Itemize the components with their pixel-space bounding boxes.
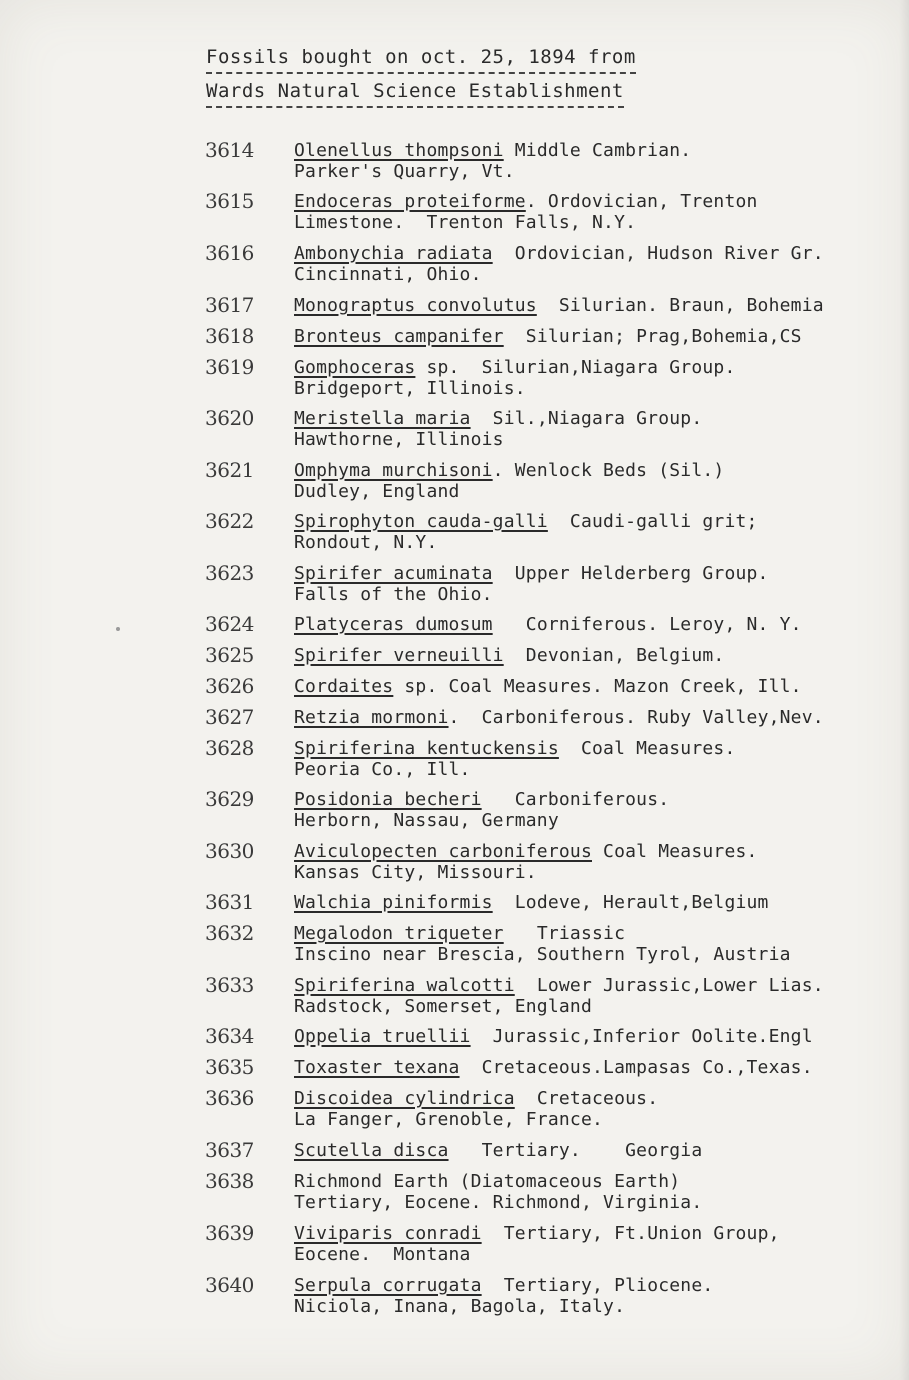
formation-locality: Coal Measures. (592, 841, 758, 862)
formation-locality: Tertiary, Ft.Union Group, (481, 1223, 780, 1244)
entry-line-2: Herborn, Nassau, Germany (294, 810, 559, 831)
entry-line-1 (294, 676, 802, 697)
species-name: Viviparis conradi (294, 1223, 482, 1244)
entry-line-1 (294, 1026, 813, 1047)
formation-locality: Upper Helderberg Group. (492, 563, 769, 584)
formation-locality: Silurian; Prag,Bohemia,CS (503, 326, 802, 347)
entry-line-1 (294, 243, 824, 264)
entry-text (294, 738, 735, 780)
species-name: Spirifer acuminata (294, 563, 493, 584)
species-name: Spirophyton cauda-galli (294, 511, 548, 532)
formation-locality: Silurian. Braun, Bohemia (536, 295, 824, 316)
species-name: Spirifer verneuilli (294, 645, 504, 666)
entry-line-1 (294, 707, 824, 728)
catalog-number: 3622 (205, 509, 254, 533)
page-edge-shadow (899, 0, 909, 1380)
catalog-number: 3620 (205, 406, 254, 430)
catalog-number: 3636 (205, 1086, 254, 1110)
entry-line-2: Tertiary, Eocene. Richmond, Virginia. (294, 1192, 703, 1213)
species-name: Serpula corrugata (294, 1275, 482, 1296)
entry-line-1 (294, 1057, 813, 1078)
entry-line-1 (294, 1223, 780, 1244)
catalog-number: 3638 (205, 1169, 254, 1193)
formation-locality: . Wenlock Beds (Sil.) (492, 460, 725, 481)
catalog-number: 3614 (205, 138, 254, 162)
entry-line-2: Peoria Co., Ill. (294, 759, 471, 780)
entry-text (294, 460, 724, 502)
entry-text (294, 243, 824, 285)
formation-locality: Carboniferous. (481, 789, 670, 810)
species-name: Walchia piniformis (294, 892, 493, 913)
entry-line-1 (294, 1088, 658, 1109)
species-name: Toxaster texana (294, 1057, 460, 1078)
entry-line-2: Bridgeport, Illinois. (294, 378, 526, 399)
catalog-number: 3624 (205, 612, 254, 636)
entry-line-1 (294, 1140, 702, 1161)
entry-line-1 (294, 511, 758, 532)
catalog-number: 3625 (205, 643, 254, 667)
entry-line-1 (294, 738, 735, 759)
entry-line-1 (294, 460, 724, 481)
formation-locality: Lower Jurassic,Lower Lias. (514, 975, 824, 996)
species-name: Posidonia becheri (294, 789, 482, 810)
species-name: Omphyma murchisoni (294, 460, 493, 481)
entry-text (294, 408, 702, 450)
species-name: Ambonychia radiata (294, 243, 493, 264)
catalog-number: 3627 (205, 705, 254, 729)
entry-text (294, 789, 669, 831)
entry-line-1 (294, 357, 735, 378)
formation-locality: Coal Measures. (558, 738, 736, 759)
species-name: Retzia mormoni (294, 707, 449, 728)
formation-locality: Devonian, Belgium. (503, 645, 725, 666)
formation-locality: Cretaceous.Lampasas Co.,Texas. (459, 1057, 813, 1078)
catalog-number: 3629 (205, 787, 254, 811)
entry-line-1 (294, 975, 824, 996)
entry-text (294, 563, 769, 605)
entry-text (294, 1171, 702, 1213)
species-name: Spiriferina walcotti (294, 975, 515, 996)
entry-line-1 (294, 614, 802, 635)
formation-locality: Sil.,Niagara Group. (470, 408, 703, 429)
species-name: Bronteus campanifer (294, 326, 504, 347)
entry-text (294, 1223, 780, 1265)
entry-line-1 (294, 295, 824, 316)
catalog-number: 3615 (205, 189, 254, 213)
entry-line-2: La Fanger, Grenoble, France. (294, 1109, 604, 1130)
formation-locality: Corniferous. Leroy, N. Y. (492, 614, 802, 635)
entry-line-1 (294, 1171, 702, 1192)
paper-speck (116, 627, 120, 631)
catalog-number: 3628 (205, 736, 254, 760)
entry-line-1 (294, 645, 724, 666)
catalog-number: 3617 (205, 293, 254, 317)
species-name: Oppelia truellii (294, 1026, 471, 1047)
formation-locality: Tertiary. Georgia (448, 1140, 703, 1161)
entry-line-2: Dudley, England (294, 481, 460, 502)
entry-text (294, 614, 802, 635)
entry-text (294, 191, 758, 233)
formation-locality: Ordovician, Hudson River Gr. (492, 243, 824, 264)
entry-line-2: Cincinnati, Ohio. (294, 264, 482, 285)
entry-line-2: Niciola, Inana, Bagola, Italy. (294, 1296, 626, 1317)
species-name: Olenellus thompsoni (294, 140, 504, 161)
species-name: Meristella maria (294, 408, 471, 429)
entry-line-1 (294, 191, 758, 212)
formation-locality: Middle Cambrian. (503, 140, 692, 161)
heading-line-2: Wards Natural Science Establishment (206, 76, 624, 108)
entry-text (294, 1275, 713, 1317)
entry-line-2: Limestone. Trenton Falls, N.Y. (294, 212, 637, 233)
catalog-number: 3631 (205, 890, 254, 914)
species-name: Cordaites (294, 676, 394, 697)
catalog-number: 3637 (205, 1138, 254, 1162)
entry-line-2: Radstock, Somerset, England (294, 996, 592, 1017)
species-name: Discoidea cylindrica (294, 1088, 515, 1109)
species-name: Endoceras proteiforme (294, 191, 526, 212)
formation-locality: Lodeve, Herault,Belgium (492, 892, 769, 913)
entry-line-1 (294, 563, 769, 584)
species-name: Spiriferina kentuckensis (294, 738, 559, 759)
entry-text (294, 707, 824, 728)
entry-text (294, 1026, 813, 1047)
catalog-number: 3621 (205, 458, 254, 482)
entry-line-1 (294, 326, 802, 347)
catalog-number: 3616 (205, 241, 254, 265)
entry-line-2: Hawthorne, Illinois (294, 429, 504, 450)
formation-locality: Caudi-galli grit; (547, 511, 758, 532)
entry-text (294, 326, 802, 347)
entry-line-2: Inscino near Brescia, Southern Tyrol, Austria (294, 944, 791, 965)
entry-text (294, 1057, 813, 1078)
catalog-number: 3630 (205, 839, 254, 863)
entry-line-2: Eocene. Montana (294, 1244, 471, 1265)
heading-line-1: Fossils bought on oct. 25, 1894 from (206, 42, 636, 74)
species-name: Aviculopecten carboniferous (294, 841, 592, 862)
species-name: Megalodon triqueter (294, 923, 504, 944)
entry-text (294, 295, 824, 316)
entry-line-1 (294, 408, 702, 429)
catalog-number: 3618 (205, 324, 254, 348)
document-heading (206, 42, 636, 110)
entry-text (294, 1088, 658, 1130)
formation-locality: sp. Silurian,Niagara Group. (415, 357, 736, 378)
catalog-number: 3639 (205, 1221, 254, 1245)
entry-line-2: Rondout, N.Y. (294, 532, 438, 553)
entry-text (294, 511, 758, 553)
entry-text (294, 975, 824, 1017)
catalog-number: 3623 (205, 561, 254, 585)
entry-line-1 (294, 892, 769, 913)
entry-text (294, 357, 735, 399)
entry-text (294, 676, 802, 697)
entry-line-2: Kansas City, Missouri. (294, 862, 537, 883)
entry-line-2: Falls of the Ohio. (294, 584, 493, 605)
entry-text (294, 923, 791, 965)
catalog-number: 3619 (205, 355, 254, 379)
formation-locality: Tertiary, Pliocene. (481, 1275, 714, 1296)
formation-locality: . Ordovician, Trenton (525, 191, 758, 212)
formation-locality: Richmond Earth (Diatomaceous Earth) (294, 1171, 681, 1192)
entry-text (294, 645, 724, 666)
formation-locality: sp. Coal Measures. Mazon Creek, Ill. (393, 676, 802, 697)
entry-text (294, 140, 691, 182)
catalog-number: 3626 (205, 674, 254, 698)
species-name: Monograptus convolutus (294, 295, 537, 316)
entry-line-1 (294, 841, 758, 862)
formation-locality: Triassic (503, 923, 626, 944)
formation-locality: Cretaceous. (514, 1088, 659, 1109)
catalog-number: 3634 (205, 1024, 254, 1048)
catalog-number: 3633 (205, 973, 254, 997)
catalog-number: 3635 (205, 1055, 254, 1079)
entry-line-2: Parker's Quarry, Vt. (294, 161, 515, 182)
species-name: Gomphoceras (294, 357, 416, 378)
entry-text (294, 892, 769, 913)
formation-locality: . Carboniferous. Ruby Valley,Nev. (448, 707, 824, 728)
catalog-number: 3640 (205, 1273, 254, 1297)
formation-locality: Jurassic,Inferior Oolite.Engl (470, 1026, 813, 1047)
species-name: Scutella disca (294, 1140, 449, 1161)
entry-line-1 (294, 923, 791, 944)
entry-text (294, 1140, 702, 1161)
entry-text (294, 841, 758, 883)
species-name: Platyceras dumosum (294, 614, 493, 635)
catalog-number: 3632 (205, 921, 254, 945)
entry-line-1 (294, 140, 691, 161)
entry-line-1 (294, 789, 669, 810)
entry-line-1 (294, 1275, 713, 1296)
